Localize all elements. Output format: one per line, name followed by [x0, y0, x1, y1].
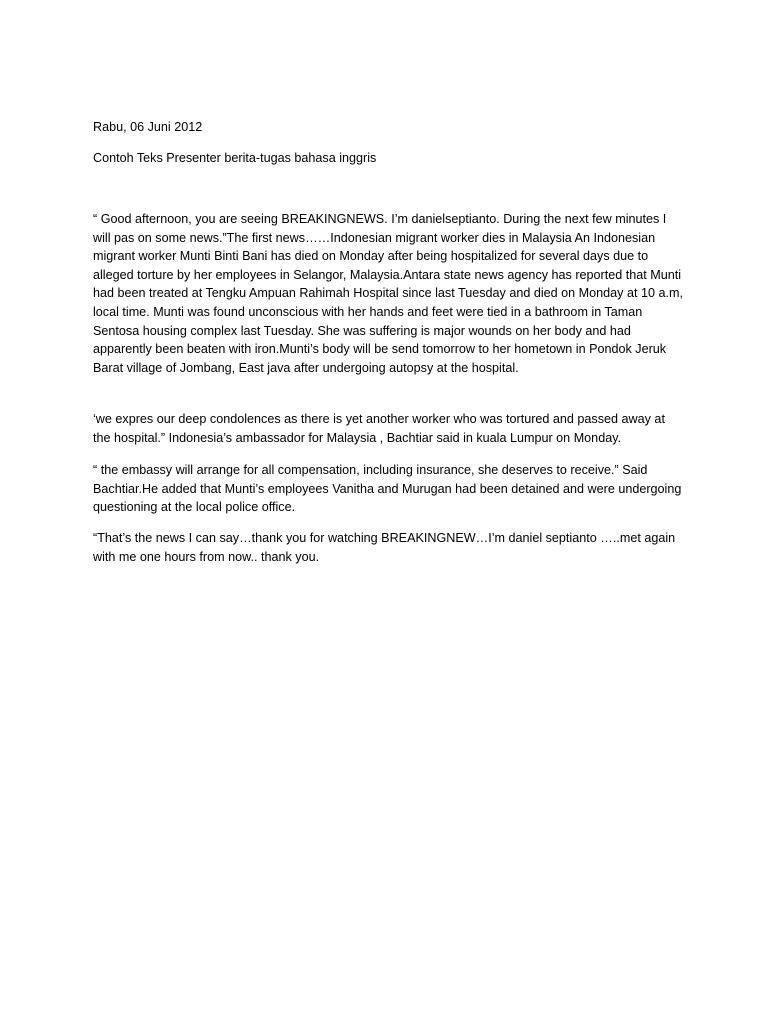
paragraph-condolences-quote: ‘we expres our deep condolences as there is yet another worker who was tortured and passed away at the hospital.” Indonesia’s ambassador for Malaysia , Bachtiar said in kuala Lumpur on Monday. — [93, 412, 665, 445]
paragraph-news-opening: “ Good afternoon, you are seeing BREAKINGNEWS. I’m danielseptianto. During the next few minutes I will pas on some news.”The first news……Indonesian migrant worker dies in Malaysia An Indonesian migrant worker Munti Binti Bani has died on Monday after being hospitalized for several days due to alleged torture by her employees in Selangor, Malaysia.Antara state news agency has reported that Munti had been treated at Tengku Ampuan Rahimah Hospital since last Tuesday and died on Monday at 10 a.m, local time. Munti was found unconscious with her hands and feet were tied in a bathroom in Taman Sentosa housing complex last Tuesday. She was suffering is major wounds on her body and had apparently been beaten with iron.Munti’s body will be send tomorrow to her hometown in Pondok Jeruk Barat village of Jombang, East java after undergoing autopsy at the hospital. — [93, 212, 683, 375]
paragraph-embassy-statement: “ the embassy will arrange for all compensation, including insurance, she deserves to receive.” Said Bachtiar.He added that Munti’s employees Vanitha and Murugan had been detained and were undergoing questioning at the local police office. — [93, 463, 682, 515]
paragraph-closing: “That’s the news I can say…thank you for watching BREAKINGNEW…I’m daniel septianto …..met again with me one hours from now.. thank you. — [93, 531, 676, 564]
document-date: Rabu, 06 Juni 2012 — [93, 120, 203, 134]
document-title: Contoh Teks Presenter berita-tugas bahasa inggris — [93, 151, 377, 165]
